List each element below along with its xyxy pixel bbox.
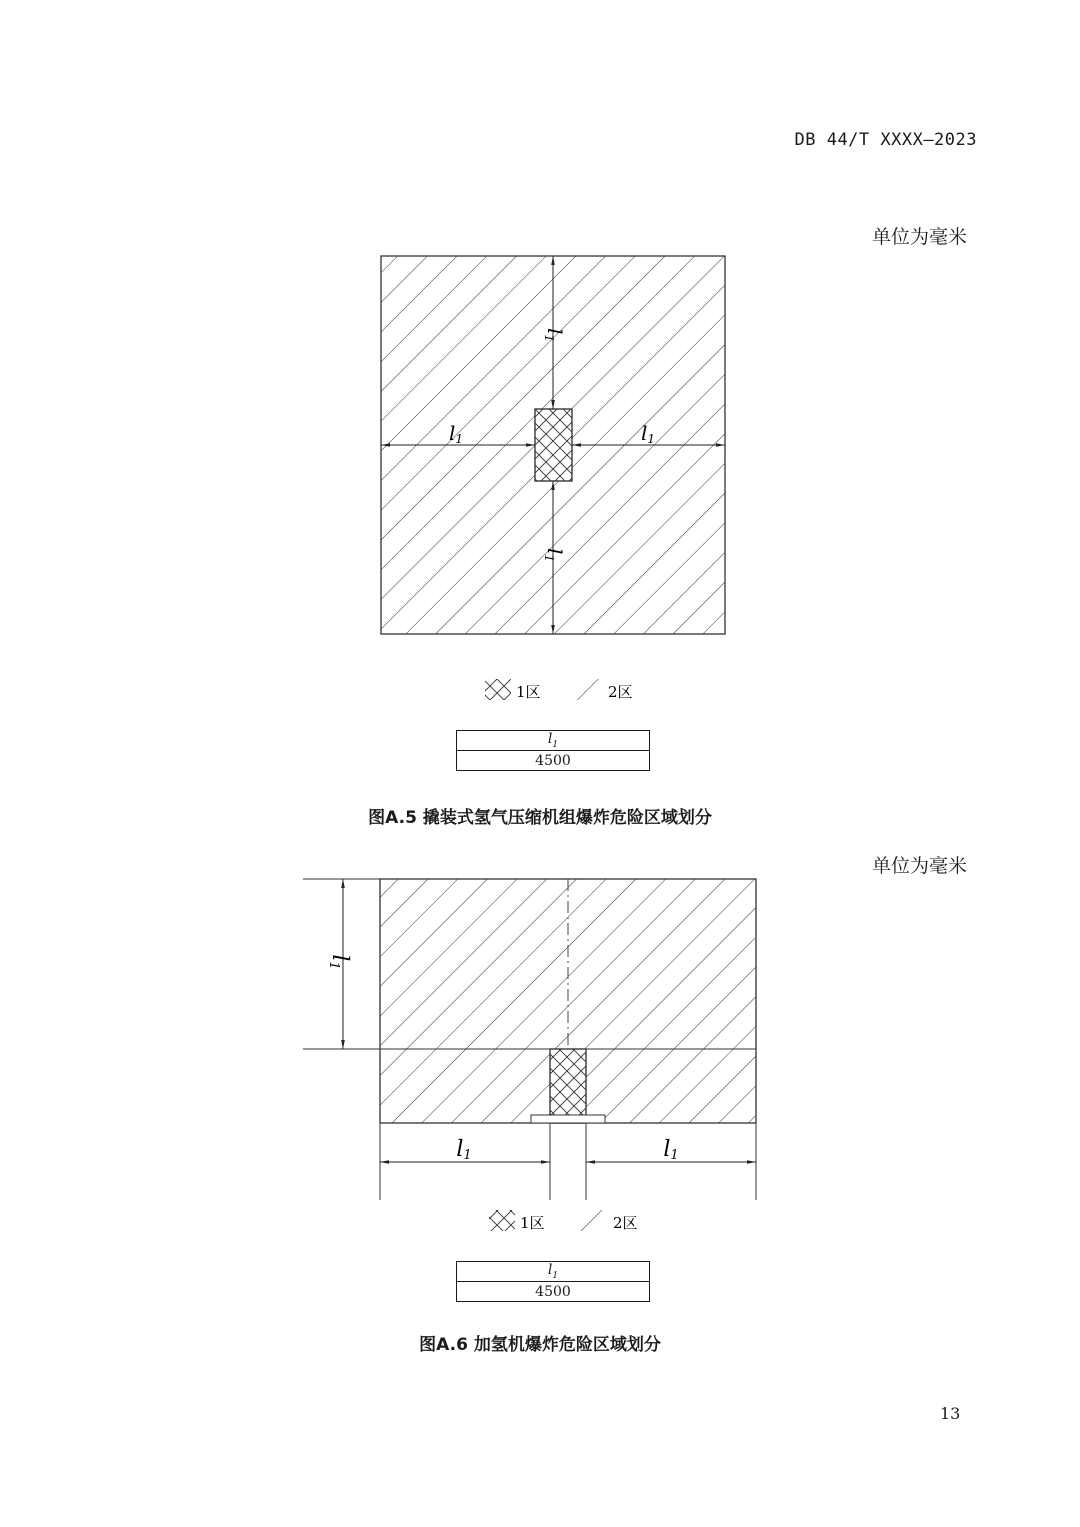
a5-table-header: $l_1$	[457, 731, 650, 751]
document-code: DB 44/T XXXX—2023	[794, 130, 977, 150]
a6-dim-label-left: l1	[456, 1137, 472, 1163]
a5-legend-zone1-label: 1区	[516, 683, 541, 701]
a6-table-header: $l_1$	[457, 1262, 650, 1282]
a6-dim-label-right: l1	[663, 1137, 679, 1163]
page-number: 13	[940, 1404, 961, 1423]
a5-legend-zone2-swatch	[575, 679, 603, 700]
a5-dim-label-left: l1	[448, 421, 464, 446]
a5-dim-label-bottom: l1	[542, 547, 567, 563]
figure-a6-caption: 图A.6 加氢机爆炸危险区域划分	[419, 1335, 661, 1355]
a6-table-value: 4500	[457, 1282, 650, 1302]
a6-legend-zone1-swatch	[489, 1210, 515, 1231]
a6-dim-label-vertical: l1	[326, 954, 352, 970]
a5-legend-zone1-swatch	[485, 679, 511, 700]
a6-legend-zone1-label: 1区	[520, 1214, 545, 1232]
a6-legend-zone2-swatch	[580, 1210, 608, 1231]
unit-note-a6: 单位为毫米	[872, 855, 968, 877]
a5-table-value: 4500	[457, 751, 650, 771]
unit-note-a5: 单位为毫米	[872, 226, 968, 248]
a5-dimension-table	[456, 730, 650, 771]
a5-legend-zone2-label: 2区	[608, 683, 633, 701]
a5-dim-label-right: l1	[640, 421, 656, 446]
a6-legend-zone2-label: 2区	[613, 1214, 638, 1232]
a6-dispenser-base	[531, 1115, 605, 1123]
a6-dimension-table	[456, 1261, 650, 1302]
figure-a5-caption: 图A.5 撬装式氢气压缩机组爆炸危险区域划分	[368, 808, 712, 828]
a5-dim-label-top: l1	[542, 327, 567, 343]
